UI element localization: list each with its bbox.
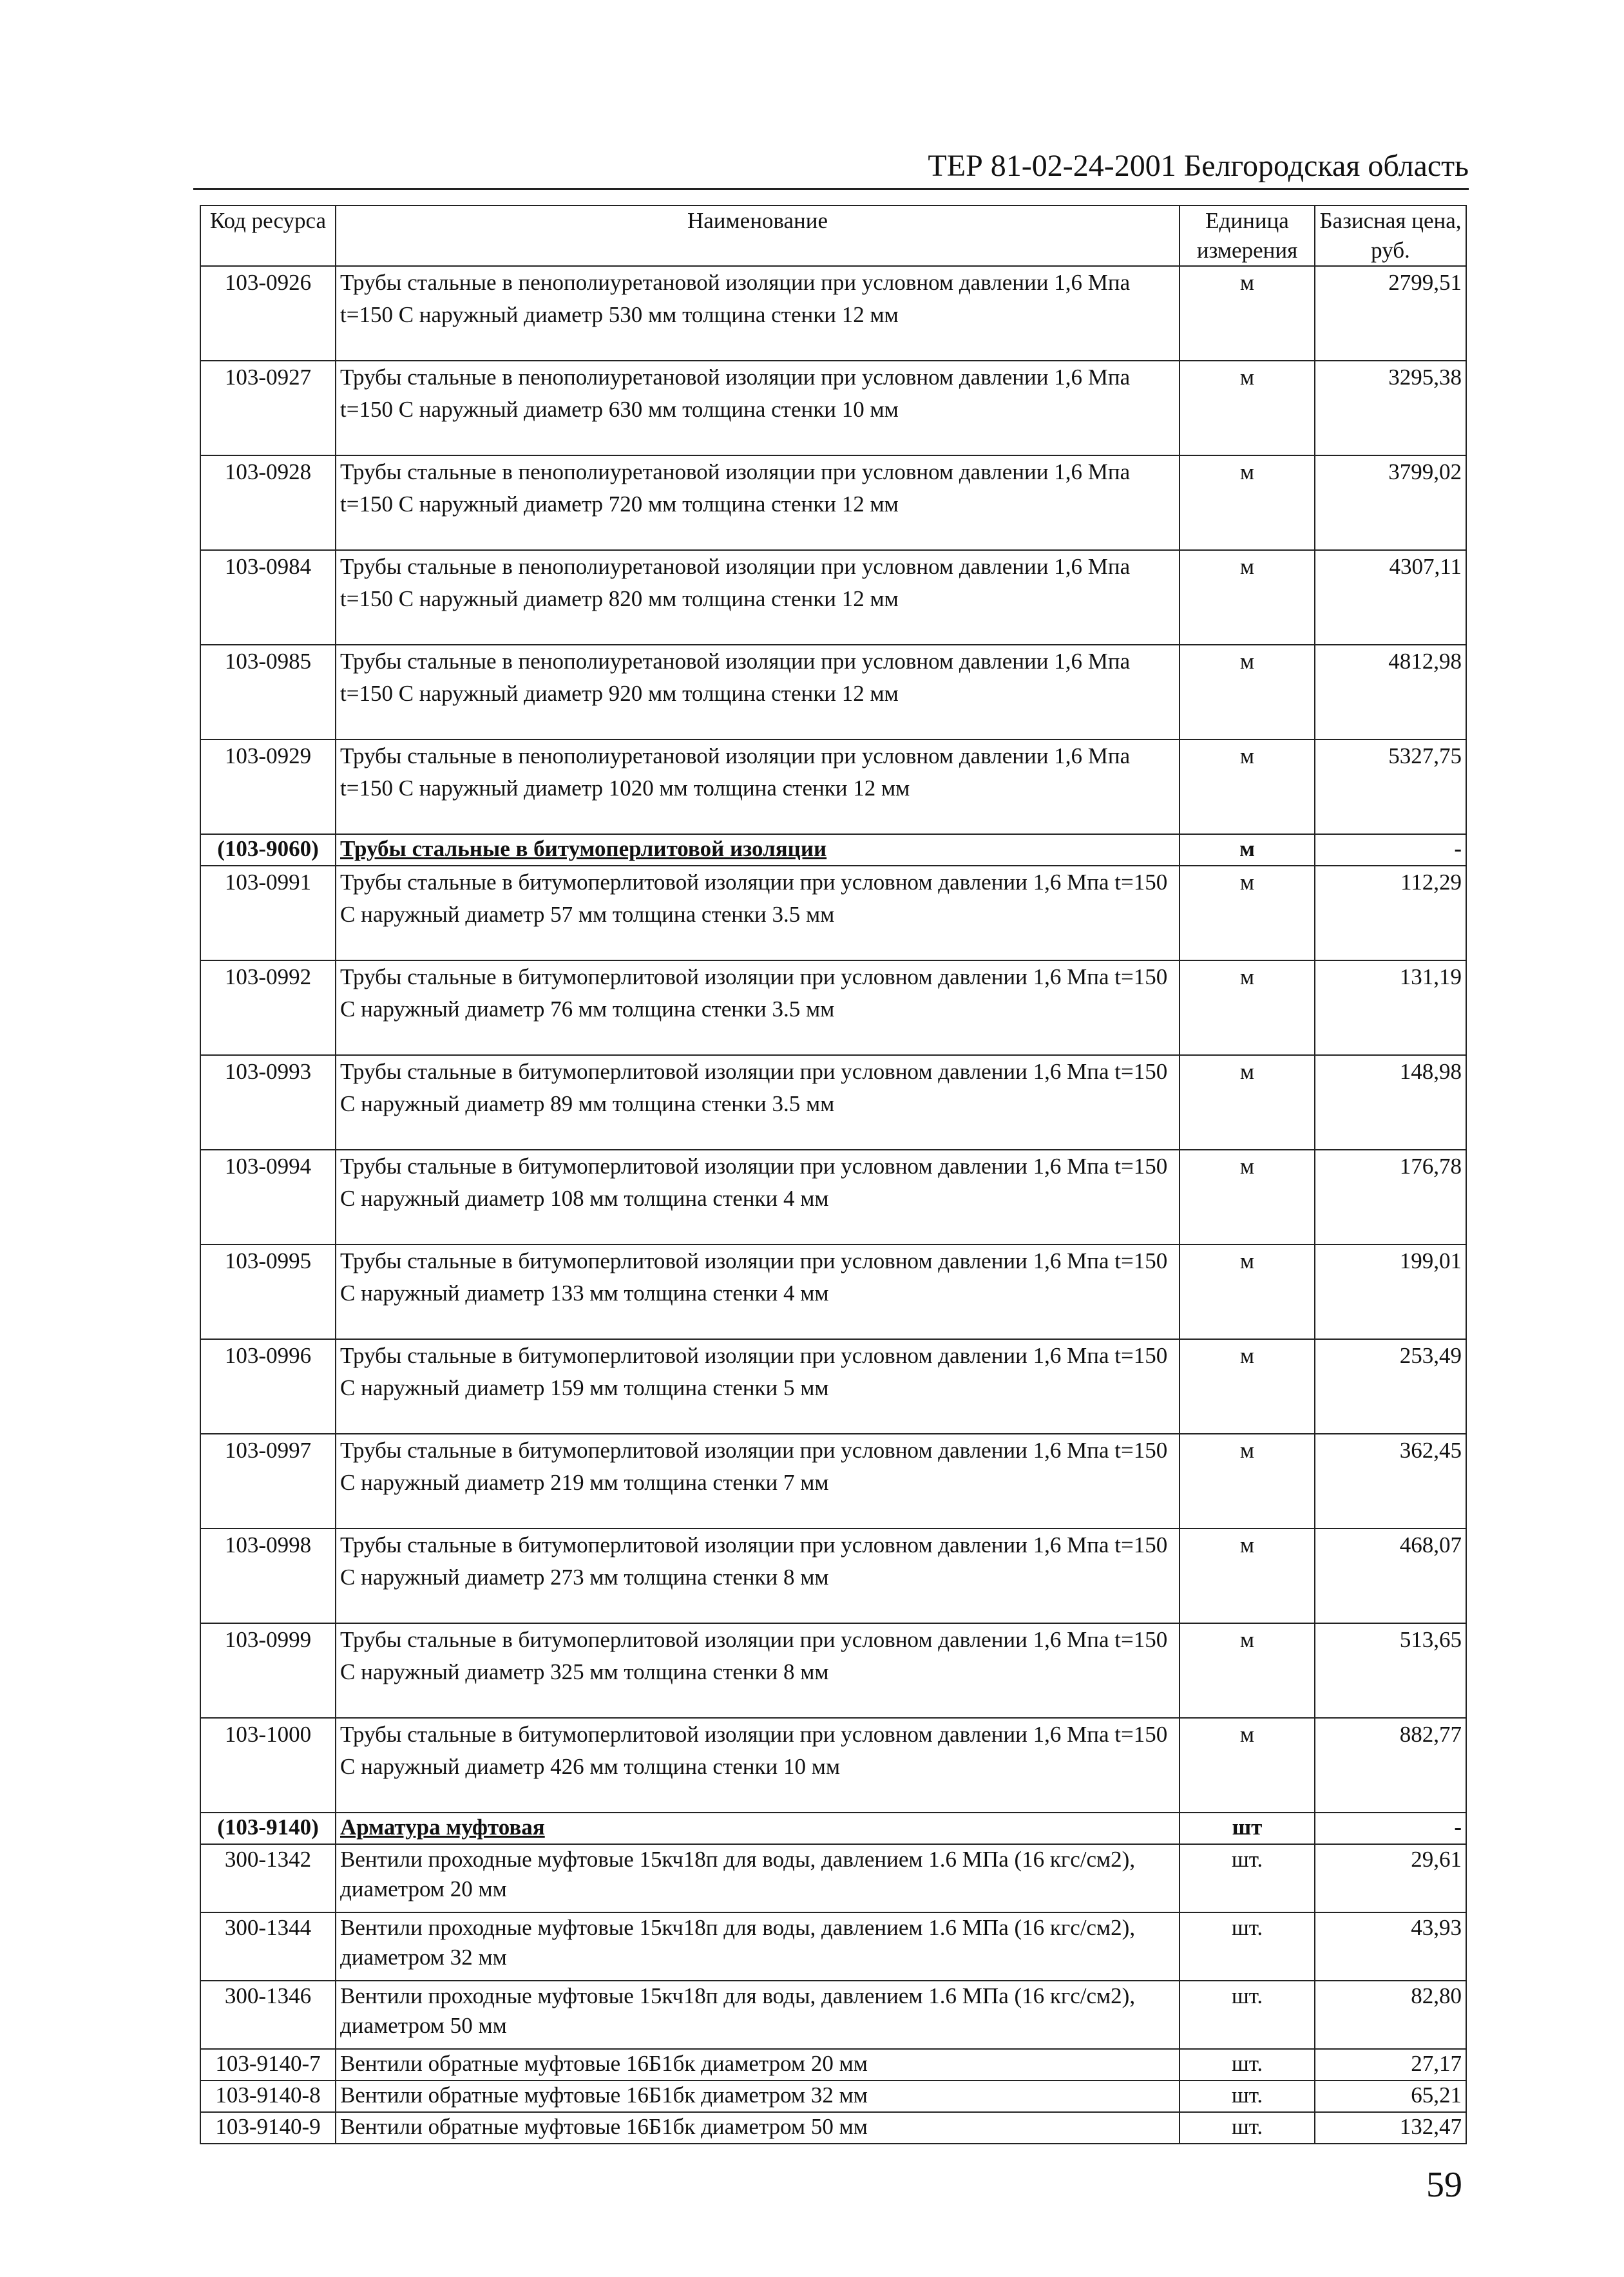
resource-price: 199,01 <box>1315 1244 1466 1339</box>
table-row <box>200 266 1466 361</box>
resource-price: 513,65 <box>1315 1623 1466 1718</box>
resource-name: Трубы стальные в битумоперлитовой изоляции при условном давлении 1,6 Мпа t=150 С наружный диаметр 108 мм толщина стенки 4 мм <box>336 1150 1180 1244</box>
resource-name: Вентили обратные муфтовые 16Б1бк диаметром 50 мм <box>336 2112 1180 2144</box>
resource-unit: м <box>1180 550 1315 645</box>
resource-name: Трубы стальные в пенополиуретановой изоляции при условном давлении 1,6 Мпа t=150 С наружный диаметр 530 мм толщина стенки 12 мм <box>336 266 1180 361</box>
table-row <box>200 645 1466 739</box>
resource-name: Трубы стальные в битумоперлитовой изоляции при условном давлении 1,6 Мпа t=150 С наружный диаметр 76 мм толщина стенки 3.5 мм <box>336 960 1180 1055</box>
resource-price: 3799,02 <box>1315 455 1466 550</box>
group-unit: м <box>1180 834 1315 866</box>
resource-unit: м <box>1180 645 1315 739</box>
table-body <box>200 266 1466 2144</box>
resource-code: 103-9140-9 <box>200 2112 336 2144</box>
table-row <box>200 455 1466 550</box>
resource-code: 103-0927 <box>200 361 336 455</box>
table-row <box>200 1339 1466 1434</box>
resource-code: 103-0928 <box>200 455 336 550</box>
resource-code: 103-0996 <box>200 1339 336 1434</box>
resource-name: Трубы стальные в битумоперлитовой изоляции при условном давлении 1,6 Мпа t=150 С наружный диаметр 133 мм толщина стенки 4 мм <box>336 1244 1180 1339</box>
resource-name: Трубы стальные в битумоперлитовой изоляции при условном давлении 1,6 Мпа t=150 С наружный диаметр 159 мм толщина стенки 5 мм <box>336 1339 1180 1434</box>
resource-code: 300-1344 <box>200 1912 336 1981</box>
resource-unit: м <box>1180 1623 1315 1718</box>
resource-code: 103-0994 <box>200 1150 336 1244</box>
resource-unit: м <box>1180 1339 1315 1434</box>
table-row <box>200 1844 1466 1912</box>
resource-unit: м <box>1180 455 1315 550</box>
table-row <box>200 2112 1466 2144</box>
table-row <box>200 1623 1466 1718</box>
resource-code: 300-1346 <box>200 1981 336 2049</box>
resource-unit: м <box>1180 1244 1315 1339</box>
resource-unit: шт. <box>1180 1844 1315 1912</box>
resource-name: Трубы стальные в битумоперлитовой изоляции при условном давлении 1,6 Мпа t=150 С наружный диаметр 89 мм толщина стенки 3.5 мм <box>336 1055 1180 1150</box>
resource-price: 132,47 <box>1315 2112 1466 2144</box>
table-row <box>200 1434 1466 1529</box>
resource-name: Вентили проходные муфтовые 15кч18п для воды, давлением 1.6 МПа (16 кгс/см2), диаметром 32 мм <box>336 1912 1180 1981</box>
group-price: - <box>1315 1813 1466 1844</box>
resource-code: 103-9140-7 <box>200 2049 336 2081</box>
resource-unit: м <box>1180 361 1315 455</box>
resource-unit: шт. <box>1180 1912 1315 1981</box>
table-row <box>200 1244 1466 1339</box>
resource-price: 82,80 <box>1315 1981 1466 2049</box>
resource-price: 27,17 <box>1315 2049 1466 2081</box>
page-number: 59 <box>1426 2165 1462 2205</box>
resource-price: 362,45 <box>1315 1434 1466 1529</box>
table-row <box>200 866 1466 960</box>
table-row <box>200 2049 1466 2081</box>
column-header-name: Наименование <box>336 205 1180 266</box>
resource-code: 103-0991 <box>200 866 336 960</box>
document-header: ТЕР 81-02-24-2001 Белгородская область <box>193 147 1469 190</box>
resource-price: 43,93 <box>1315 1912 1466 1981</box>
resource-code: 103-0997 <box>200 1434 336 1529</box>
resource-price: 4307,11 <box>1315 550 1466 645</box>
resource-name: Вентили проходные муфтовые 15кч18п для воды, давлением 1.6 МПа (16 кгс/см2), диаметром 50 мм <box>336 1981 1180 2049</box>
group-row <box>200 834 1466 866</box>
resource-name: Трубы стальные в пенополиуретановой изоляции при условном давлении 1,6 Мпа t=150 С наружный диаметр 720 мм толщина стенки 12 мм <box>336 455 1180 550</box>
resource-name: Вентили проходные муфтовые 15кч18п для воды, давлением 1.6 МПа (16 кгс/см2), диаметром 20 мм <box>336 1844 1180 1912</box>
resource-unit: м <box>1180 266 1315 361</box>
table-header-row <box>200 205 1466 266</box>
resource-price: 131,19 <box>1315 960 1466 1055</box>
resource-code: 103-0998 <box>200 1529 336 1623</box>
table-row <box>200 1981 1466 2049</box>
resource-name: Вентили обратные муфтовые 16Б1бк диаметром 32 мм <box>336 2081 1180 2112</box>
resource-name: Трубы стальные в пенополиуретановой изоляции при условном давлении 1,6 Мпа t=150 С наружный диаметр 1020 мм толщина стенки 12 мм <box>336 739 1180 834</box>
resource-price: 176,78 <box>1315 1150 1466 1244</box>
group-code: (103-9060) <box>200 834 336 866</box>
resource-code: 103-0926 <box>200 266 336 361</box>
resource-price: 65,21 <box>1315 2081 1466 2112</box>
resource-name: Трубы стальные в пенополиуретановой изоляции при условном давлении 1,6 Мпа t=150 С наружный диаметр 630 мм толщина стенки 10 мм <box>336 361 1180 455</box>
resource-name: Вентили обратные муфтовые 16Б1бк диаметром 20 мм <box>336 2049 1180 2081</box>
resource-price: 2799,51 <box>1315 266 1466 361</box>
resource-code: 103-0984 <box>200 550 336 645</box>
resource-code: 103-0995 <box>200 1244 336 1339</box>
column-header-code: Код ресурса <box>200 205 336 266</box>
resource-unit: шт. <box>1180 2049 1315 2081</box>
resource-unit: шт. <box>1180 1981 1315 2049</box>
resource-name: Трубы стальные в битумоперлитовой изоляции при условном давлении 1,6 Мпа t=150 С наружный диаметр 57 мм толщина стенки 3.5 мм <box>336 866 1180 960</box>
table-row <box>200 1718 1466 1813</box>
table-row <box>200 1529 1466 1623</box>
resource-price: 4812,98 <box>1315 645 1466 739</box>
resource-unit: м <box>1180 1150 1315 1244</box>
group-price: - <box>1315 834 1466 866</box>
table-row <box>200 960 1466 1055</box>
resource-unit: шт. <box>1180 2112 1315 2144</box>
resource-unit: м <box>1180 1718 1315 1813</box>
resource-price: 468,07 <box>1315 1529 1466 1623</box>
resource-price: 253,49 <box>1315 1339 1466 1434</box>
resource-name: Трубы стальные в битумоперлитовой изоляции при условном давлении 1,6 Мпа t=150 С наружный диаметр 426 мм толщина стенки 10 мм <box>336 1718 1180 1813</box>
resource-unit: м <box>1180 960 1315 1055</box>
resource-unit: м <box>1180 1434 1315 1529</box>
table-row <box>200 739 1466 834</box>
resource-name: Трубы стальные в битумоперлитовой изоляции при условном давлении 1,6 Мпа t=150 С наружный диаметр 325 мм толщина стенки 8 мм <box>336 1623 1180 1718</box>
resource-unit: м <box>1180 1529 1315 1623</box>
resource-unit: м <box>1180 866 1315 960</box>
resource-price: 29,61 <box>1315 1844 1466 1912</box>
resource-code: 103-0929 <box>200 739 336 834</box>
resource-name: Трубы стальные в пенополиуретановой изоляции при условном давлении 1,6 Мпа t=150 С наружный диаметр 920 мм толщина стенки 12 мм <box>336 645 1180 739</box>
resource-code: 103-0992 <box>200 960 336 1055</box>
group-unit: шт <box>1180 1813 1315 1844</box>
group-name: Арматура муфтовая <box>336 1813 1180 1844</box>
resource-code: 103-0985 <box>200 645 336 739</box>
table-row <box>200 361 1466 455</box>
resource-code: 300-1342 <box>200 1844 336 1912</box>
table-row <box>200 1055 1466 1150</box>
resource-price: 112,29 <box>1315 866 1466 960</box>
group-name: Трубы стальные в битумоперлитовой изоляции <box>336 834 1180 866</box>
resource-unit: м <box>1180 1055 1315 1150</box>
table-row <box>200 1150 1466 1244</box>
resource-price: 148,98 <box>1315 1055 1466 1150</box>
resource-unit: шт. <box>1180 2081 1315 2112</box>
resource-price: 3295,38 <box>1315 361 1466 455</box>
resource-code: 103-0999 <box>200 1623 336 1718</box>
resource-name: Трубы стальные в пенополиуретановой изоляции при условном давлении 1,6 Мпа t=150 С наружный диаметр 820 мм толщина стенки 12 мм <box>336 550 1180 645</box>
table-row <box>200 550 1466 645</box>
resource-price: 882,77 <box>1315 1718 1466 1813</box>
group-row <box>200 1813 1466 1844</box>
resource-name: Трубы стальные в битумоперлитовой изоляции при условном давлении 1,6 Мпа t=150 С наружный диаметр 273 мм толщина стенки 8 мм <box>336 1529 1180 1623</box>
resource-price-table <box>200 205 1467 2144</box>
resource-code: 103-9140-8 <box>200 2081 336 2112</box>
resource-code: 103-1000 <box>200 1718 336 1813</box>
resource-unit: м <box>1180 739 1315 834</box>
resource-price: 5327,75 <box>1315 739 1466 834</box>
group-code: (103-9140) <box>200 1813 336 1844</box>
resource-name: Трубы стальные в битумоперлитовой изоляции при условном давлении 1,6 Мпа t=150 С наружный диаметр 219 мм толщина стенки 7 мм <box>336 1434 1180 1529</box>
table-row <box>200 2081 1466 2112</box>
column-header-unit: Единица измерения <box>1180 205 1315 266</box>
resource-code: 103-0993 <box>200 1055 336 1150</box>
table-row <box>200 1912 1466 1981</box>
column-header-price: Базисная цена, руб. <box>1315 205 1466 266</box>
